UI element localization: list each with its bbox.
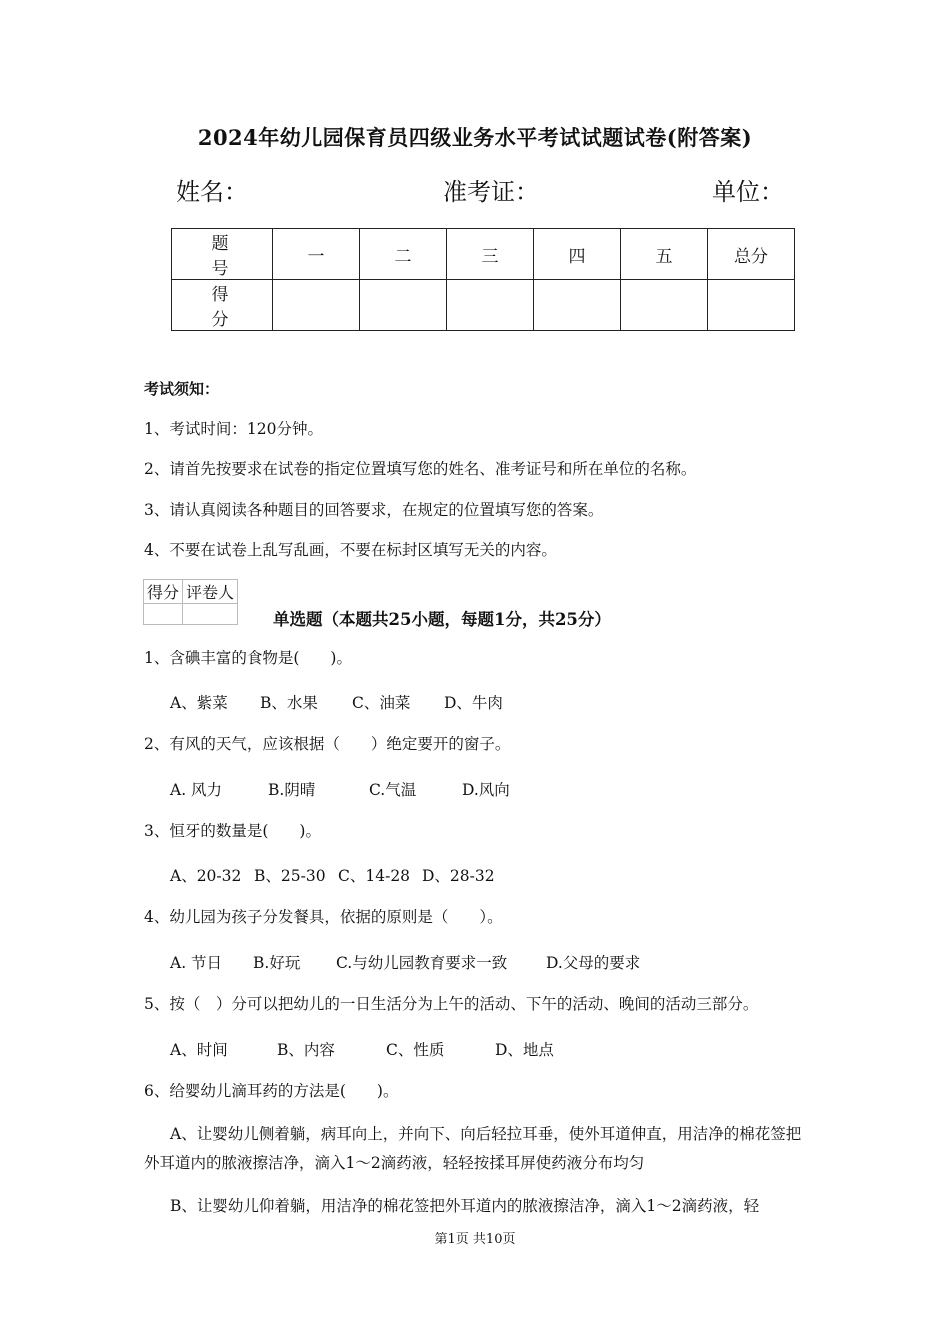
unit-field-label: 单位： (712, 178, 784, 206)
score-table-col-3: 三 (447, 229, 534, 280)
option-paragraph: B、让婴幼儿仰着躺，用洁净的棉花签把外耳道内的脓液擦洁净，滴入1～2滴药液，轻 (170, 1197, 760, 1215)
score-cell (273, 280, 360, 331)
option: D.风向 (462, 781, 510, 799)
question-stem: 4、幼儿园为孩子分发餐具，依据的原则是（ ）。 (144, 908, 503, 926)
notice-item: 3、请认真阅读各种题目的回答要求，在规定的位置填写您的答案。 (144, 501, 604, 519)
option: A. 节日 (170, 954, 223, 972)
score-table-col-2: 二 (360, 229, 447, 280)
option: B.好玩 (253, 954, 301, 972)
question-options (170, 778, 510, 800)
score-cell (447, 280, 534, 331)
grader-reviewer-label: 评卷人 (183, 580, 238, 604)
score-table-col-1: 一 (273, 229, 360, 280)
question-stem: 3、恒牙的数量是( )。 (144, 822, 321, 840)
question-stem: 1、含碘丰富的食物是( )。 (144, 649, 352, 667)
score-table-col-5: 五 (621, 229, 708, 280)
question-stem: 6、给婴幼儿滴耳药的方法是( )。 (144, 1082, 399, 1100)
grader-box (143, 579, 238, 625)
option-paragraph: A、让婴幼儿侧着躺，病耳向上，并向下、向后轻拉耳垂，使外耳道伸直，用洁净的棉花签把外耳道内的脓液擦洁净，滴入1～2滴药液，轻轻按揉耳屏使药液分布均匀 (144, 1125, 802, 1172)
grader-reviewer-cell (183, 604, 238, 625)
option: B、25-30 (254, 867, 326, 885)
option: D、28-32 (422, 867, 495, 885)
question-stem: 5、按（ ）分可以把幼儿的一日生活分为上午的活动、下午的活动、晚间的活动三部分。 (144, 995, 759, 1013)
option: A. 风力 (170, 781, 223, 799)
score-cell (534, 280, 621, 331)
question-options (170, 864, 495, 886)
page-footer: 第1页 共10页 (434, 1232, 516, 1247)
notice-item: 2、请首先按要求在试卷的指定位置填写您的姓名、准考证号和所在单位的名称。 (144, 460, 697, 478)
option: C.与幼儿园教育要求一致 (336, 954, 508, 972)
grader-score-label: 得分 (144, 580, 183, 604)
question-options (170, 951, 640, 973)
option: D.父母的要求 (546, 954, 641, 972)
option: C、14-28 (338, 867, 411, 885)
option: C、性质 (386, 1041, 445, 1059)
option: C.气温 (369, 781, 417, 799)
option: B.阴晴 (268, 781, 316, 799)
question-options (170, 691, 503, 713)
question-stem: 2、有风的天气，应该根据（ ）绝定要开的窗子。 (144, 735, 511, 753)
score-row-label: 得 分 (172, 280, 273, 331)
option: A、紫菜 (170, 694, 228, 712)
page-title: 2024年幼儿园保育员四级业务水平考试试题试卷(附答案) (197, 125, 753, 150)
section-title: 单选题（本题共25小题，每题1分，共25分） (273, 610, 611, 629)
score-table-col-4: 四 (534, 229, 621, 280)
score-table (171, 228, 795, 331)
score-cell (708, 280, 795, 331)
exam-id-field-label: 准考证： (443, 178, 539, 206)
option: B、内容 (277, 1041, 335, 1059)
option: A、20-32 (170, 867, 242, 885)
notice-heading: 考试须知： (144, 380, 220, 398)
score-cell (360, 280, 447, 331)
score-table-header-row (172, 229, 795, 280)
score-table-col-total: 总分 (708, 229, 795, 280)
option: D、地点 (495, 1041, 554, 1059)
option: B、水果 (260, 694, 318, 712)
question-options (170, 1038, 554, 1060)
notice-item: 1、考试时间：120分钟。 (144, 420, 323, 438)
name-field-label: 姓名： (176, 178, 248, 206)
notice-item: 4、不要在试卷上乱写乱画，不要在标封区填写无关的内容。 (144, 541, 557, 559)
score-table-score-row (172, 280, 795, 331)
option: D、牛肉 (444, 694, 503, 712)
grader-score-cell (144, 604, 183, 625)
score-table-label: 题 号 (172, 229, 273, 280)
option: C、油菜 (352, 694, 411, 712)
option: A、时间 (170, 1041, 228, 1059)
score-cell (621, 280, 708, 331)
